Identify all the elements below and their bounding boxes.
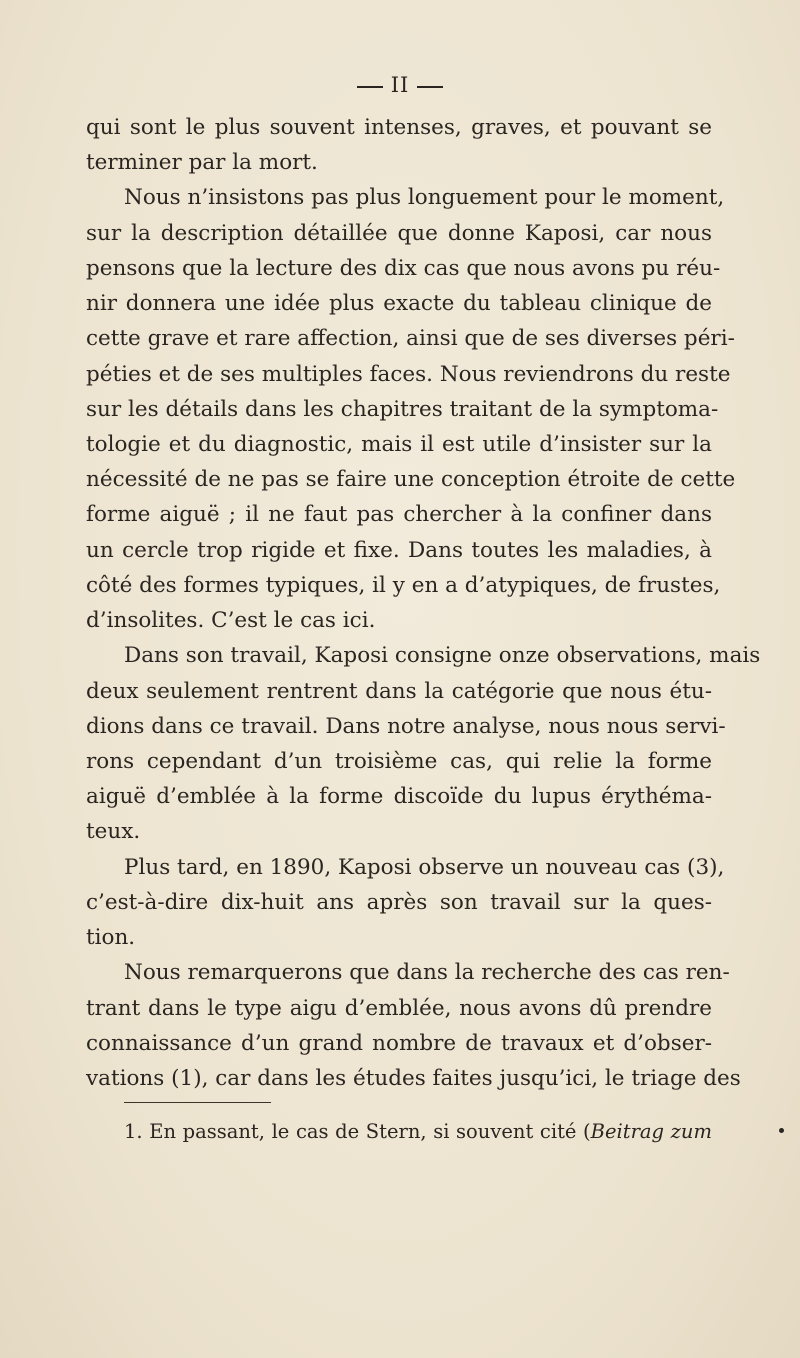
text-line: teux. [86,819,141,844]
ink-speck [779,1128,784,1133]
text-line: côté des formes typiques, il y en a d’atypiques, de frustes, [86,573,721,598]
text-line: connaissance d’un grand nombre de travaux et d’obser- [86,1031,712,1056]
header-dash-left [357,86,383,88]
text-line: deux seulement rentrent dans la catégorie que nous étu- [86,679,712,704]
footnote-italic: Beitrag zum [590,1120,712,1143]
text-line: tion. [86,925,136,950]
text-line: pensons que la lecture des dix cas que nous avons pu réu- [86,256,721,281]
text-line: sur la description détaillée que donne Kaposi, car nous [86,221,712,246]
footnote-text: 1. En passant, le cas de Stern, si souvent cité ( [124,1120,591,1143]
text-line: rons cependant d’un troisième cas, qui relie la forme [86,749,712,774]
page-header [0,73,800,97]
page-number: II [390,73,410,97]
footnote [124,1118,712,1146]
text-line: un cercle trop rigide et fixe. Dans toutes les maladies, à [86,538,712,563]
text-line: vations (1), car dans les études faites jusqu’ici, le triage des [86,1066,741,1091]
text-line: d’insolites. C’est le cas ici. [86,608,376,633]
text-line: Nous n’insistons pas plus longuement pour le moment, [124,185,725,210]
text-line: forme aiguë ; il ne faut pas chercher à la confiner dans [86,502,712,527]
text-line: nécessité de ne pas se faire une conception étroite de cette [86,467,736,492]
text-line: aiguë d’emblée à la forme discoïde du lupus érythéma- [86,784,712,809]
text-line: péties et de ses multiples faces. Nous reviendrons du reste [86,362,731,387]
text-line: sur les détails dans les chapitres traitant de la symptoma- [86,397,719,422]
header-dash-right [417,86,443,88]
text-line: dions dans ce travail. Dans notre analyse, nous nous servi- [86,714,726,739]
text-line: cette grave et rare affection, ainsi que de ses diverses péri- [86,326,735,351]
text-line: nir donnera une idée plus exacte du tableau clinique de [86,291,712,316]
text-line: Plus tard, en 1890, Kaposi observe un nouveau cas (3), [124,855,725,880]
text-line: trant dans le type aigu d’emblée, nous avons dû prendre [86,996,712,1021]
text-line: c’est-à-dire dix-huit ans après son travail sur la ques- [86,890,712,915]
text-line: qui sont le plus souvent intenses, graves, et pouvant se [86,115,712,140]
footnote-rule [124,1102,271,1103]
text-line: terminer par la mort. [86,150,318,175]
text-line: Dans son travail, Kaposi consigne onze observations, mais [124,643,761,668]
text-line: Nous remarquerons que dans la recherche des cas ren- [124,960,730,985]
text-line: tologie et du diagnostic, mais il est utile d’insister sur la [86,432,712,457]
